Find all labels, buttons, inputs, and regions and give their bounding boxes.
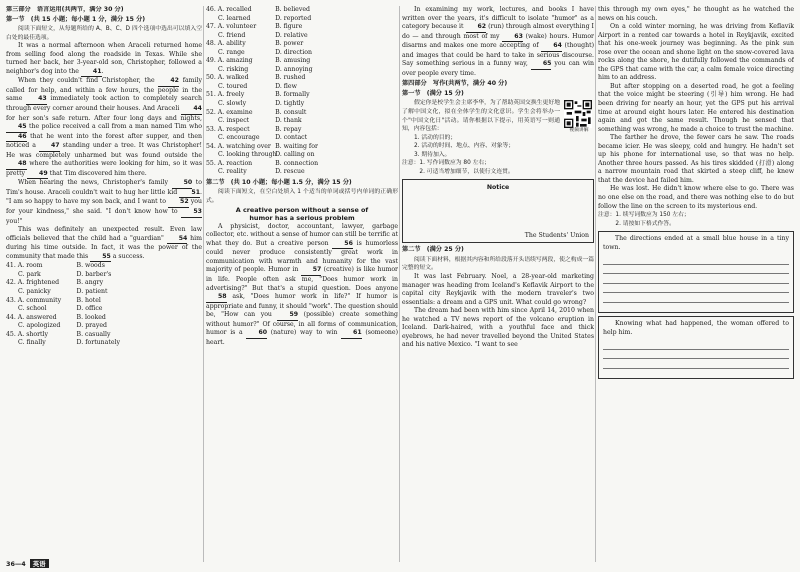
option-item: B. amusing (275, 57, 311, 65)
list-item: 2. 请按如下格式作答。 (615, 220, 675, 227)
blank-51[interactable]: 51 (179, 189, 200, 199)
writing-task: 假定你是校学生会主席李华，为了帮助英国交换生更好地了解中国文化，拟在全体学生的文化意识。学生会将举办一个"中国文化日"活动。请你根据以下提示，用英语写一则通知，内容包括： (402, 100, 560, 133)
blank-59[interactable]: 59 (277, 311, 298, 321)
qr-code-icon (564, 100, 592, 128)
blank-46[interactable]: 46 (6, 133, 27, 143)
notice-signature: The Students' Union (524, 231, 589, 239)
option-item: B. figure (275, 23, 303, 31)
option-item: 43. A. community (6, 296, 62, 304)
answer-line (603, 274, 789, 284)
blank-58[interactable]: 58 (206, 293, 227, 303)
option-item: C. toured (218, 82, 248, 90)
blank-50[interactable]: 50 (172, 179, 193, 189)
list-item: 1. 续写词数应为 150 左右； (615, 212, 690, 219)
option-item: B. believed (275, 6, 310, 13)
notes (598, 211, 794, 228)
option-item: C. panicky (18, 287, 51, 295)
list-item: 2. 可适当增加细节，以使行文连贯。 (419, 168, 514, 175)
blank-62[interactable]: 62 (466, 23, 487, 33)
passage-title: A creative person without a sense of (235, 205, 369, 214)
option-item: C. slowly (218, 100, 247, 108)
option-item: 48. A. ability (206, 40, 246, 48)
option-list (6, 262, 202, 347)
option-item: 54. A. watching over (206, 142, 271, 150)
column-1 (6, 6, 202, 348)
passage-paragraph: This was definitely an unexpected result. Even law officials believed that the child had a "guardian" 54 him during his time outside. In fact, it was the power of the community that made this 55 a success. (6, 226, 202, 262)
list-item: 1. 写作词数应为 80 左右； (419, 160, 491, 167)
blank-65[interactable]: 65 (531, 60, 552, 70)
option-item: C. learned (218, 14, 251, 22)
option-item: D. barber's (76, 270, 112, 278)
blank-49[interactable]: 49 (27, 170, 48, 180)
option-item: B. casually (76, 330, 111, 338)
list-item: 1. 活动的目的； (414, 134, 457, 141)
blank-64[interactable]: 64 (541, 42, 562, 52)
option-item: C. apologized (18, 322, 61, 330)
option-item: 53. A. respect (206, 125, 250, 133)
blank-43[interactable]: 43 (26, 95, 47, 105)
passage-paragraph: In examining my work, lectures, and books I have written over the years, it's difficult to isolate "humor" as a category because it 62 (run) through almost everything I do — and through most of my 63 (wake) hours. Humor disarms and makes one more accepting of 64 (thought) and images that could be hard to take in serious discourse. Say something serious in a funny way, 65 you can win over people every time. (402, 6, 594, 77)
column-3 (402, 6, 594, 350)
option-item: 41. A. room (6, 262, 43, 270)
story-paragraph: The dream had been with him since April 14, 2010 when he watched a TV news report of the volcano eruption in Iceland. Dark-haired, with a youthful face and thick eyebrows, he had never travelled beyond the United States and his native Mexico. "I want to see (402, 307, 594, 349)
answer-line (603, 293, 789, 303)
option-item: C. risking (218, 65, 249, 73)
option-item: 47. A. volunteer (206, 23, 257, 31)
option-item: B. looked (76, 313, 106, 321)
notes-title: 注意： (402, 160, 420, 167)
option-item: D. thank (275, 117, 302, 125)
blank-52[interactable]: 52 (168, 198, 189, 208)
blank-42[interactable]: 42 (158, 77, 179, 87)
column-4 (598, 6, 794, 379)
story-paragraph: But after stopping on a deserted road, he got a feeling that the voice might be steering (引导) him wrong. He had been driving for nearly an hour, yet the GPS put his arrival time at around eight hours later. He entered his destination again and got the same result. Though he sensed that something was wrong, he made a choice to trust the machine. (598, 82, 794, 133)
option-item: B. consult (275, 108, 307, 116)
option-item: D. patient (76, 287, 108, 295)
option-item: B. hotel (76, 296, 101, 304)
option-item: C. reality (218, 168, 247, 176)
instructions: 阅读下面材料，根据其内容和所给段落开头语续写两段，使之构成一篇完整的短文。 (402, 256, 594, 272)
option-item: B. woods (76, 262, 105, 270)
blank-47[interactable]: 47 (39, 142, 60, 152)
option-item: 45. A. shortly (6, 330, 49, 338)
option-item: 55. A. reaction (206, 159, 253, 167)
option-item: D. rescue (275, 168, 305, 176)
notice-title: Notice (486, 184, 510, 192)
option-item: B. repay (275, 125, 302, 133)
answer-line (603, 359, 789, 369)
blank-56[interactable]: 56 (332, 240, 353, 250)
option-item: D. flew (275, 82, 297, 90)
box-prompt: Knowing what had happened, the woman offered to help him. (603, 320, 789, 336)
blank-55[interactable]: 55 (90, 253, 111, 263)
part-heading: 第四部分 写作(共两节，满分 40 分) (402, 80, 508, 88)
notes-list (615, 211, 689, 228)
answer-box-2[interactable] (598, 316, 794, 379)
column-divider (203, 6, 204, 562)
section-heading: 第一节 (共 15 小题；每小题 1 分，满分 15 分) (6, 15, 146, 23)
option-item: B. power (275, 40, 304, 48)
option-item: C. park (18, 270, 41, 278)
option-item: B. connection (275, 159, 319, 167)
blank-63[interactable]: 63 (502, 33, 523, 43)
answer-line (603, 369, 789, 379)
option-item: D. contact (275, 134, 308, 142)
passage-paragraph: When they couldn't find Christopher, the 42 family called for help, and within a few hours, the people in the same 43 immediately took action to completely search through every corner around their houses. And Araceli 44 for her son's safe return. After four long days and nights, 45 the police received a call from a man named Tim who 46 that he went into the forest after supper, and then noticed a 47 standing under a tree. It was Christopher! He was completely unharmed but was found outside the 48 where the authorities were looking for him, so it was pretty 49 that Tim discovered him there. (6, 77, 202, 179)
option-item: C. finally (18, 339, 46, 347)
passage-paragraph: A physicist, doctor, accountant, lawyer, garbage collector, etc. without a sense of humor can still be terrific at what they do. But a creative person 56 is humorless could never produce consistently great work in communication with warmth and humanity for the vast majority of people. Humor in 57 (creative) is like humor in life. People often ask me, "Does humor work in advertising?" But that's a stupid question. Does anyone 58 ask, "Does humor work in life?" If humor is appropriate and funny, it should "work". The question should be, "How can you 59 (possible) create something without humor?" Of course, in all forms of communication, humor is a 60 (nature) way to win 61 (someone) heart. (206, 222, 398, 346)
option-item: 49. A. amazing (206, 57, 253, 65)
option-item: D. reported (275, 14, 312, 22)
answer-box-notice[interactable] (402, 179, 594, 243)
passage-paragraph: It was a normal afternoon when Araceli returned home from selling food along the roadside in Texas. While she turned her back, her 3-year-old son, Christopher, followed a neighbor's dog into the 41. (6, 42, 202, 77)
column-divider (595, 6, 596, 562)
option-item: 50. A. walked (206, 74, 249, 82)
option-item: D. fortunately (76, 339, 120, 347)
answer-box-1[interactable] (598, 231, 794, 313)
option-item: C. encourage (218, 134, 260, 142)
notes-title: 注意： (598, 212, 616, 219)
part-heading: 第三部分 语言运用(共两节，满分 30 分) (6, 6, 124, 13)
blank-61[interactable]: 61 (341, 329, 362, 339)
notes-list (419, 159, 513, 176)
story-paragraph: The farther he drove, the fewer cars he saw. The roads became icier. He was sleepy, cold and hungry. He hadn't set up his phone for international use, so that was no help. Another three hours passed. As his tires skidded (打滑) along a narrow mountain road that skirted a steep cliff, he knew that the device had failed him. (598, 134, 794, 184)
blank-54[interactable]: 54 (167, 235, 188, 245)
option-item: D. office (76, 305, 103, 313)
option-item: 44. A. answered (6, 313, 57, 321)
instructions: 阅读下面短文，从每题所给的 A、B、C、D 四个选项中选出可以填入空白处的最佳选项。 (6, 26, 202, 41)
option-list (206, 6, 398, 177)
answer-line (603, 265, 789, 275)
subject-tag: 英语 (30, 559, 49, 568)
blank-60[interactable]: 60 (246, 329, 267, 339)
column-divider (399, 6, 400, 562)
section-heading: 第二节 (共 10 小题；每小题 1.5 分，满分 15 分) (206, 178, 352, 186)
option-item: D. prayed (76, 322, 107, 330)
option-item: 42. A. frightened (6, 279, 60, 287)
option-item: C. range (218, 48, 245, 56)
option-item: B. waiting for (275, 142, 318, 150)
story-paragraph: this through my own eyes," he thought as he watched the news on his couch. (598, 6, 794, 22)
option-item: D. relative (275, 31, 308, 39)
blank-57[interactable]: 57 (301, 266, 322, 276)
list-item: 3. 期待加入。 (414, 151, 451, 158)
blank-48[interactable]: 48 (6, 160, 27, 170)
option-item: C. school (18, 305, 47, 313)
option-item: C. looking through (218, 151, 277, 159)
option-item: D. calling on (275, 151, 315, 159)
section-heading: 第二节 (满分 25 分) (402, 246, 464, 254)
option-item: 46. A. recalled (206, 6, 252, 13)
notes (402, 159, 594, 176)
column-2 (206, 6, 398, 347)
passage-title: humor has a serious problem (249, 214, 355, 223)
option-item: D. tightly (275, 100, 305, 108)
option-item: C. friend (218, 31, 246, 39)
blank-45[interactable]: 45 (6, 123, 27, 133)
option-item: B. formally (275, 91, 310, 99)
blank-44[interactable]: 44 (181, 105, 202, 115)
option-item: B. rushed (275, 74, 306, 82)
blank-41[interactable]: 41 (81, 68, 102, 78)
story-paragraph: It was last February. Noel, a 28-year-old marketing manager was heading from Iceland's Keflavik Airport to the capital city Reykjavik with the modern traveler's two essentials: a dream and a GPS unit. What could go wrong? (402, 273, 594, 306)
task-items (402, 134, 594, 160)
section-heading: 第一节 (满分 15 分) (402, 89, 464, 97)
option-item: 51. A. freely (206, 91, 245, 99)
qr-code[interactable] (564, 100, 594, 134)
story-paragraph: On a cold winter morning, he was driving from Keflavik Airport in a rented car towards a hotel in Reykjavik, excited that his one-week journey was beginning. As the pink sun rose over the ocean and shone light on the snow-covered lava rocks along the shore, he dutifully followed the commands of the GPS that came with the car, a calm female voice directing him to an address. (598, 23, 794, 82)
option-item: D. direction (275, 48, 312, 56)
page-number: 36—4 (6, 559, 26, 568)
option-item: C. inspect (218, 117, 250, 125)
option-item: D. annoying (275, 65, 313, 73)
answer-line (603, 303, 789, 313)
answer-line (603, 350, 789, 360)
option-item: B. angry (76, 279, 104, 287)
answer-line (603, 340, 789, 350)
blank-53[interactable]: 53 (181, 208, 202, 218)
box-prompt: The directions ended at a small blue house in a tiny town. (603, 235, 789, 251)
passage-paragraph: When hearing the news, Christopher's family 50 to Tim's house. Araceli couldn't wait to hug her little kid 51. "I am so happy to have my son back, and I want to 52 you for your kindness," she said. "I don't know how to 53 you!" (6, 179, 202, 225)
answer-line (603, 284, 789, 294)
option-item: 52. A. examine (206, 108, 253, 116)
qr-label: 视频讲解 (569, 128, 589, 134)
story-paragraph: He was lost. He didn't know where else to go. There was no one else on the road, and there was nothing else to do but follow the line on the screen to its mysterious end. (598, 185, 794, 210)
instructions: 阅读下面短文，在空白处填入 1 个适当的单词或括号内单词的正确形式。 (206, 189, 398, 205)
list-item: 2. 活动的时间、地点、内容、对象等； (414, 143, 515, 150)
page-footer (6, 559, 49, 568)
answer-line (603, 255, 789, 265)
